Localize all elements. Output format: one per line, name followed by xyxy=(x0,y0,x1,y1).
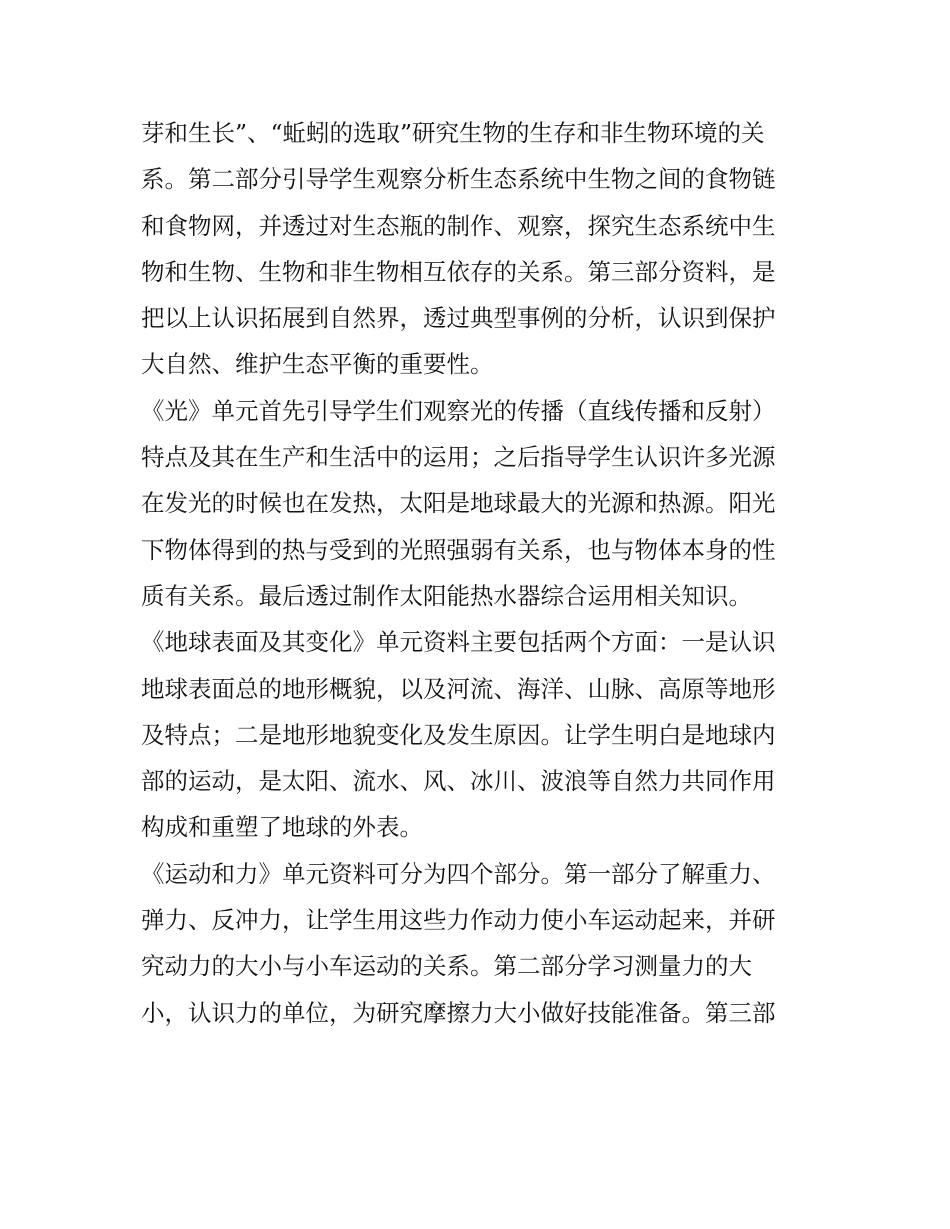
text-line: 特点及其在生产和生活中的运用；之后指导学生认识许多光源 xyxy=(141,443,776,472)
body-text xyxy=(141,110,821,1036)
text-line: 究动力的大小与小车运动的关系。第二部分学习测量力的大 xyxy=(141,952,752,981)
text-line: 质有关系。最后透过制作太阳能热水器综合运用相关知识。 xyxy=(141,581,752,610)
text-line: 在发光的时候也在发热，太阳是地球最大的光源和热源。阳光 xyxy=(141,489,776,518)
text-line: 构成和重塑了地球的外表。 xyxy=(141,813,423,842)
text-line: 下物体得到的热与受到的光照强弱有关系，也与物体本身的性 xyxy=(141,535,776,564)
text-line: 地球表面总的地形概貌，以及河流、海洋、山脉、高原等地形 xyxy=(141,674,776,703)
text-line: 《运动和力》单元资料可分为四个部分。第一部分了解重力、 xyxy=(141,859,776,888)
text-line: 《光》单元首先引导学生们观察光的传播（直线传播和反射） xyxy=(141,396,776,425)
text-line: 弹力、反冲力，让学生用这些力作动力使小车运动起来，并研 xyxy=(141,906,776,935)
text-line: 物和生物、生物和非生物相互依存的关系。第三部分资料，是 xyxy=(141,257,776,286)
text-line: 《地球表面及其变化》单元资料主要包括两个方面：一是认识 xyxy=(141,628,776,657)
text-line: 把以上认识拓展到自然界，透过典型事例的分析，认识到保护 xyxy=(141,304,776,333)
text-line: 小，认识力的单位，为研究摩擦力大小做好技能准备。第三部 xyxy=(141,998,776,1027)
text-line: 和食物网，并透过对生态瓶的制作、观察，探究生态系统中生 xyxy=(141,211,776,240)
text-line: 及特点；二是地形地貌变化及发生原因。让学生明白是地球内 xyxy=(141,720,776,749)
text-line: 大自然、维护生态平衡的重要性。 xyxy=(141,350,494,379)
text-line: 芽和生长”、“蚯蚓的选取”研究生物的生存和非生物环境的关 xyxy=(141,119,765,147)
text-line: 系。第二部分引导学生观察分析生态系统中生物之间的食物链 xyxy=(141,165,776,194)
text-line: 部的运动，是太阳、流水、风、冰川、波浪等自然力共同作用 xyxy=(141,767,776,796)
